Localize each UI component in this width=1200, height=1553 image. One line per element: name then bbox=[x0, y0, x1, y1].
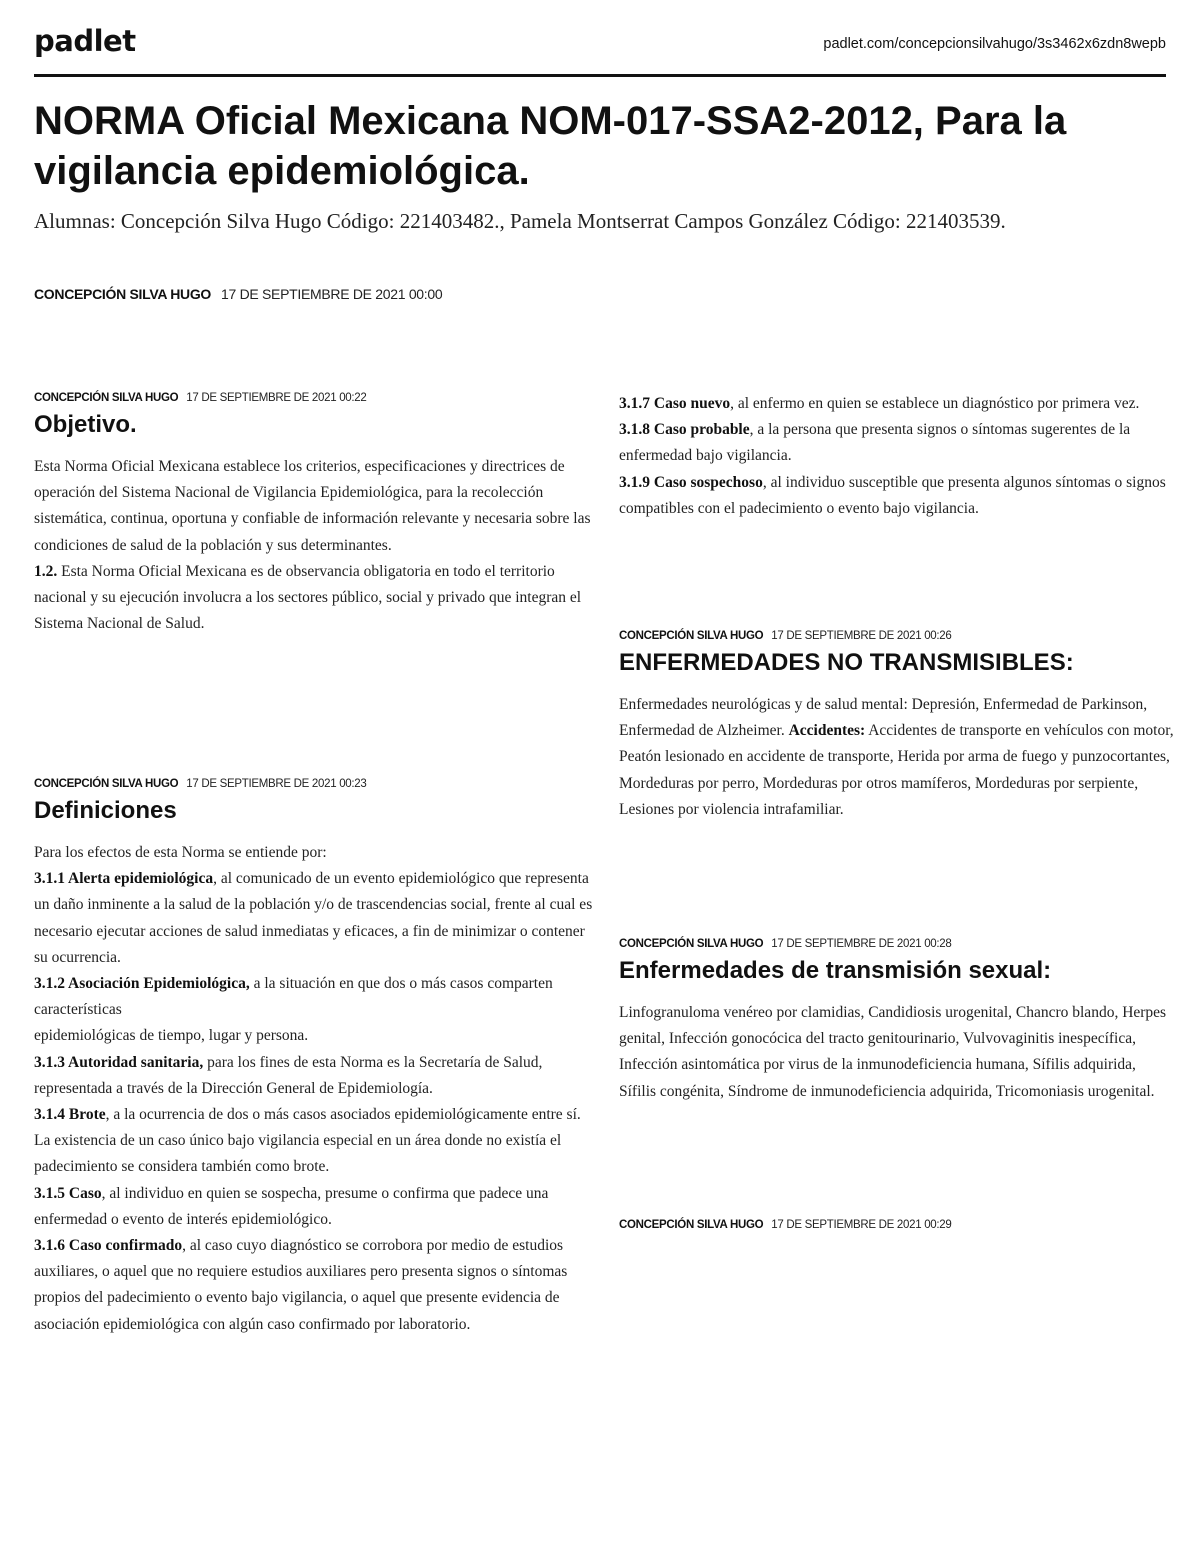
board-date: 17 DE SEPTIEMBRE DE 2021 00:00 bbox=[221, 286, 443, 302]
post-meta bbox=[619, 630, 1175, 642]
bold-text: Accidentes: bbox=[788, 722, 866, 740]
post-body bbox=[619, 391, 1175, 522]
text-run: Para los efectos de esta Norma se entiende por: bbox=[34, 844, 327, 861]
bold-text: 3.1.2 Asociación Epidemiológica, bbox=[34, 975, 250, 993]
post-date: 17 DE SEPTIEMBRE DE 2021 00:26 bbox=[771, 630, 952, 642]
text-run: , a la persona que presenta signos o síntomas sugerentes de la enfermedad bajo vigilancia. bbox=[619, 421, 1131, 465]
post-meta bbox=[619, 938, 1175, 950]
post-paragraph bbox=[619, 470, 1175, 522]
post-paragraph bbox=[34, 559, 594, 638]
bold-text: 1.2. bbox=[34, 562, 58, 580]
post-paragraph bbox=[619, 692, 1175, 823]
text-run: a la situación en que dos o más casos comparten características bbox=[34, 975, 553, 1019]
post-objetivo[interactable] bbox=[34, 392, 594, 637]
text-run: , al enfermo en quien se establece un diagnóstico por primera vez. bbox=[730, 395, 1140, 412]
text-run: , al individuo en quien se sospecha, presume o confirma que padece una enfermedad o evento de interés epidemiológico. bbox=[34, 1184, 549, 1228]
text-run: , al individuo susceptible que presenta algunos síntomas o signos compatibles con el padecimiento o evento bajo vigilancia. bbox=[619, 473, 1166, 517]
bold-text: 3.1.7 Caso nuevo bbox=[619, 395, 731, 412]
post-meta bbox=[34, 778, 594, 790]
text-run: Linfogranuloma venéreo por clamidias, Candidiosis urogenital, Chancro blando, Herpes genital, Infección gonocócica del tracto genitourinario, Vulvovaginitis inespecífica, Infección asintomática por virus de la inmunodeficiencia humana, Sífilis adquirida, Sífilis congénita, Síndrome de inmunodeficiencia adquirida, Tricomoniasis urogenital. bbox=[619, 1004, 1167, 1100]
post-author: CONCEPCIÓN SILVA HUGO bbox=[34, 392, 179, 404]
post-paragraph bbox=[34, 840, 594, 866]
post-paragraph bbox=[34, 1102, 594, 1181]
page-header bbox=[34, 22, 1166, 77]
post-title: Objetivo. bbox=[34, 411, 137, 438]
bold-text: 3.1.1 Alerta epidemiológica bbox=[34, 870, 214, 888]
post-enfermedades-transmision-sexual[interactable] bbox=[619, 938, 1175, 1105]
post-date: 17 DE SEPTIEMBRE DE 2021 00:22 bbox=[186, 392, 367, 404]
post-empty[interactable] bbox=[619, 1219, 1175, 1237]
text-run: Enfermedades neurológicas y de salud mental: Depresión, Enfermedad de Parkinson, Enfermedad de Alzheimer. bbox=[619, 696, 1148, 740]
post-paragraph bbox=[34, 1050, 594, 1102]
text-run: Accidentes de transporte en vehículos con motor, Peatón lesionado en accidente de transporte, Herida por arma de fuego y punzocortantes, Mordeduras por perro, Mordeduras por otros mamíferos, Mordeduras por serpiente, Lesiones por violencia intrafamiliar. bbox=[619, 722, 1174, 818]
post-meta bbox=[619, 1219, 1175, 1231]
post-body bbox=[34, 454, 594, 637]
padlet-url-link[interactable]: padlet.com/concepcionsilvahugo/3s3462x6zdn8wepb bbox=[823, 36, 1166, 52]
board-title: NORMA Oficial Mexicana NOM-017-SSA2-2012, Para la vigilancia epidemiológica. bbox=[34, 99, 1067, 193]
board-description: Alumnas: Concepción Silva Hugo Código: 221403482., Pamela Montserrat Campos González Código: 221403539. bbox=[34, 209, 1006, 233]
post-paragraph bbox=[619, 391, 1175, 417]
text-run: Esta Norma Oficial Mexicana establece los criterios, especificaciones y directrices de operación del Sistema Nacional de Vigilancia Epidemiológica, para la recolección sistemática, continua, oportuna y confiable de información relevante y necesaria sobre las condiciones de salud de la población y sus determinantes. bbox=[34, 458, 591, 554]
text-run: , al comunicado de un evento epidemiológico que representa un daño inminente a la salud de la población y/o de trascendencias social, frente al cual es necesario ejecutar acciones de salud inmediatas y eficaces, a fin de minimizar o contener su ocurrencia. bbox=[34, 870, 593, 966]
post-body bbox=[34, 840, 594, 1338]
post-paragraph bbox=[619, 1000, 1175, 1105]
post-paragraph bbox=[34, 454, 594, 559]
post-paragraph bbox=[34, 1181, 594, 1233]
bold-text: 3.1.6 Caso confirmado bbox=[34, 1237, 183, 1255]
board-meta bbox=[34, 286, 442, 302]
text-run: , al caso cuyo diagnóstico se corrobora por medio de estudios auxiliares, o aquel que no requiere estudios auxiliares pero presenta signos o síntomas propios del padecimiento o evento bajo vigilancia, o aquel que presente evidencia de asociación epidemiológica con algún caso confirmado por laboratorio. bbox=[34, 1237, 568, 1333]
post-body bbox=[619, 692, 1175, 823]
text-run: , a la ocurrencia de dos o más casos asociados epidemiológicamente entre sí. La existencia de un caso único bajo vigilancia especial en un área donde no existía el padecimiento se considera también como brote. bbox=[34, 1106, 581, 1176]
text-run: Esta Norma Oficial Mexicana es de observancia obligatoria en todo el territorio nacional y su ejecución involucra a los sectores público, social y privado que integran el Sistema Nacional de Salud. bbox=[34, 562, 582, 633]
post-date: 17 DE SEPTIEMBRE DE 2021 00:29 bbox=[771, 1219, 952, 1231]
post-date: 17 DE SEPTIEMBRE DE 2021 00:23 bbox=[186, 778, 367, 790]
post-definiciones-continued[interactable] bbox=[619, 391, 1175, 522]
bold-text: 3.1.8 Caso probable bbox=[619, 421, 750, 439]
post-title: ENFERMEDADES NO TRANSMISIBLES: bbox=[619, 649, 1074, 676]
bold-text: 3.1.5 Caso bbox=[34, 1184, 102, 1202]
post-title: Definiciones bbox=[34, 797, 177, 824]
post-paragraph bbox=[34, 971, 594, 1023]
post-body bbox=[619, 1000, 1175, 1105]
post-title: Enfermedades de transmisión sexual: bbox=[619, 957, 1052, 984]
post-date: 17 DE SEPTIEMBRE DE 2021 00:28 bbox=[771, 938, 952, 950]
post-author: CONCEPCIÓN SILVA HUGO bbox=[34, 778, 179, 790]
text-run: epidemiológicas de tiempo, lugar y persona. bbox=[34, 1027, 309, 1045]
post-paragraph bbox=[34, 866, 594, 971]
post-paragraph bbox=[34, 1233, 594, 1338]
post-enfermedades-no-transmisibles[interactable] bbox=[619, 630, 1175, 823]
post-author: CONCEPCIÓN SILVA HUGO bbox=[619, 630, 764, 642]
text-run: para los fines de esta Norma es la Secretaría de Salud, representada a través de la Dirección General de Epidemiología. bbox=[34, 1053, 543, 1097]
bold-text: 3.1.3 Autoridad sanitaria, bbox=[34, 1053, 204, 1071]
board-author: CONCEPCIÓN SILVA HUGO bbox=[34, 286, 212, 302]
post-meta bbox=[34, 392, 594, 404]
bold-text: 3.1.9 Caso sospechoso bbox=[619, 473, 763, 491]
post-definiciones[interactable] bbox=[34, 778, 594, 1338]
padlet-logo[interactable]: padlet bbox=[34, 24, 136, 58]
bold-text: 3.1.4 Brote bbox=[34, 1106, 106, 1124]
post-paragraph bbox=[619, 417, 1175, 469]
post-author: CONCEPCIÓN SILVA HUGO bbox=[619, 1219, 764, 1231]
post-author: CONCEPCIÓN SILVA HUGO bbox=[619, 938, 764, 950]
post-paragraph bbox=[34, 1023, 594, 1049]
